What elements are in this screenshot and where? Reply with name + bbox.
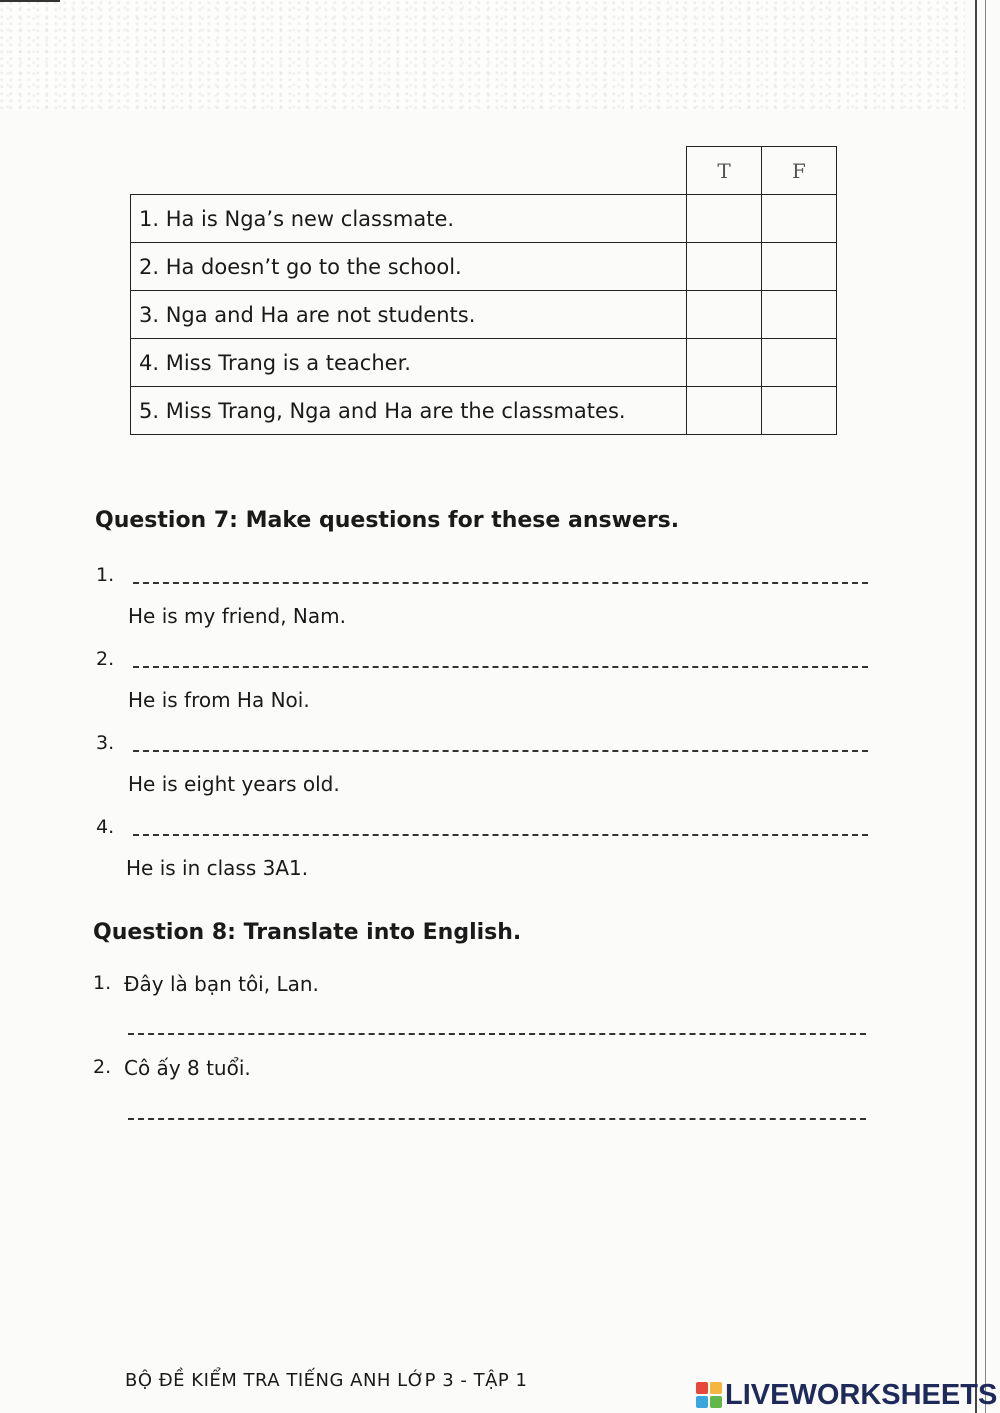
q7-answer-line-2[interactable] (133, 666, 868, 668)
q8-prompt-2: Cô ấy 8 tuổi. (124, 1056, 251, 1080)
q7-num-3: 3. (96, 732, 115, 754)
q8-answer-line-1[interactable] (128, 1033, 866, 1035)
logo-grid-icon (696, 1382, 722, 1408)
true-box-2[interactable] (687, 243, 762, 291)
table-row (131, 339, 837, 387)
statement-1: 1. Ha is Nga’s new classmate. (131, 195, 687, 243)
decorative-header-band (0, 0, 965, 110)
false-box-2[interactable] (762, 243, 837, 291)
header-false: F (762, 147, 837, 195)
statement-3: 3. Nga and Ha are not students. (131, 291, 687, 339)
q7-answer-1: He is my friend, Nam. (128, 604, 346, 628)
q7-answer-2: He is from Ha Noi. (128, 688, 310, 712)
table-row (131, 387, 837, 435)
false-box-1[interactable] (762, 195, 837, 243)
statement-4: 4. Miss Trang is a teacher. (131, 339, 687, 387)
book-title-footer: BỘ ĐỀ KIỂM TRA TIẾNG ANH LỚP 3 - TẬP 1 (125, 1370, 528, 1391)
false-box-3[interactable] (762, 291, 837, 339)
q7-answer-3: He is eight years old. (128, 772, 340, 796)
false-box-5[interactable] (762, 387, 837, 435)
q7-num-1: 1. (96, 564, 115, 586)
q7-answer-4: He is in class 3A1. (126, 856, 309, 880)
header-true: T (687, 147, 762, 195)
logo-square-blue (696, 1396, 708, 1408)
q7-answer-line-3[interactable] (133, 750, 868, 752)
page-edge-line-2 (985, 0, 986, 1413)
true-box-1[interactable] (687, 195, 762, 243)
header-blank-cell (131, 147, 687, 195)
statement-2: 2. Ha doesn’t go to the school. (131, 243, 687, 291)
q8-num-2: 2. (93, 1056, 112, 1078)
table-row (131, 291, 837, 339)
q7-num-4: 4. (96, 816, 115, 838)
q8-num-1: 1. (93, 972, 112, 994)
true-box-4[interactable] (687, 339, 762, 387)
true-false-table (130, 146, 837, 435)
logo-square-yellow (710, 1382, 722, 1394)
q8-prompt-1: Đây là bạn tôi, Lan. (124, 972, 319, 996)
q7-num-2: 2. (96, 648, 115, 670)
true-box-5[interactable] (687, 387, 762, 435)
logo-square-red (696, 1382, 708, 1394)
q8-answer-line-2[interactable] (128, 1118, 866, 1120)
q7-answer-line-1[interactable] (133, 582, 868, 584)
statement-5: 5. Miss Trang, Nga and Ha are the classmates. (131, 387, 687, 435)
table-header-row (131, 147, 837, 195)
table-row (131, 195, 837, 243)
liveworksheets-logo (696, 1378, 997, 1412)
logo-text: LIVEWORKSHEETS (725, 1378, 998, 1411)
logo-square-green (710, 1396, 722, 1408)
table-row (131, 243, 837, 291)
q7-answer-line-4[interactable] (133, 834, 868, 836)
top-rule (0, 0, 60, 2)
question-8-heading: Question 8: Translate into English. (93, 920, 522, 945)
question-7-heading: Question 7: Make questions for these answers. (95, 508, 680, 533)
true-box-3[interactable] (687, 291, 762, 339)
false-box-4[interactable] (762, 339, 837, 387)
page-edge-line (975, 0, 977, 1413)
